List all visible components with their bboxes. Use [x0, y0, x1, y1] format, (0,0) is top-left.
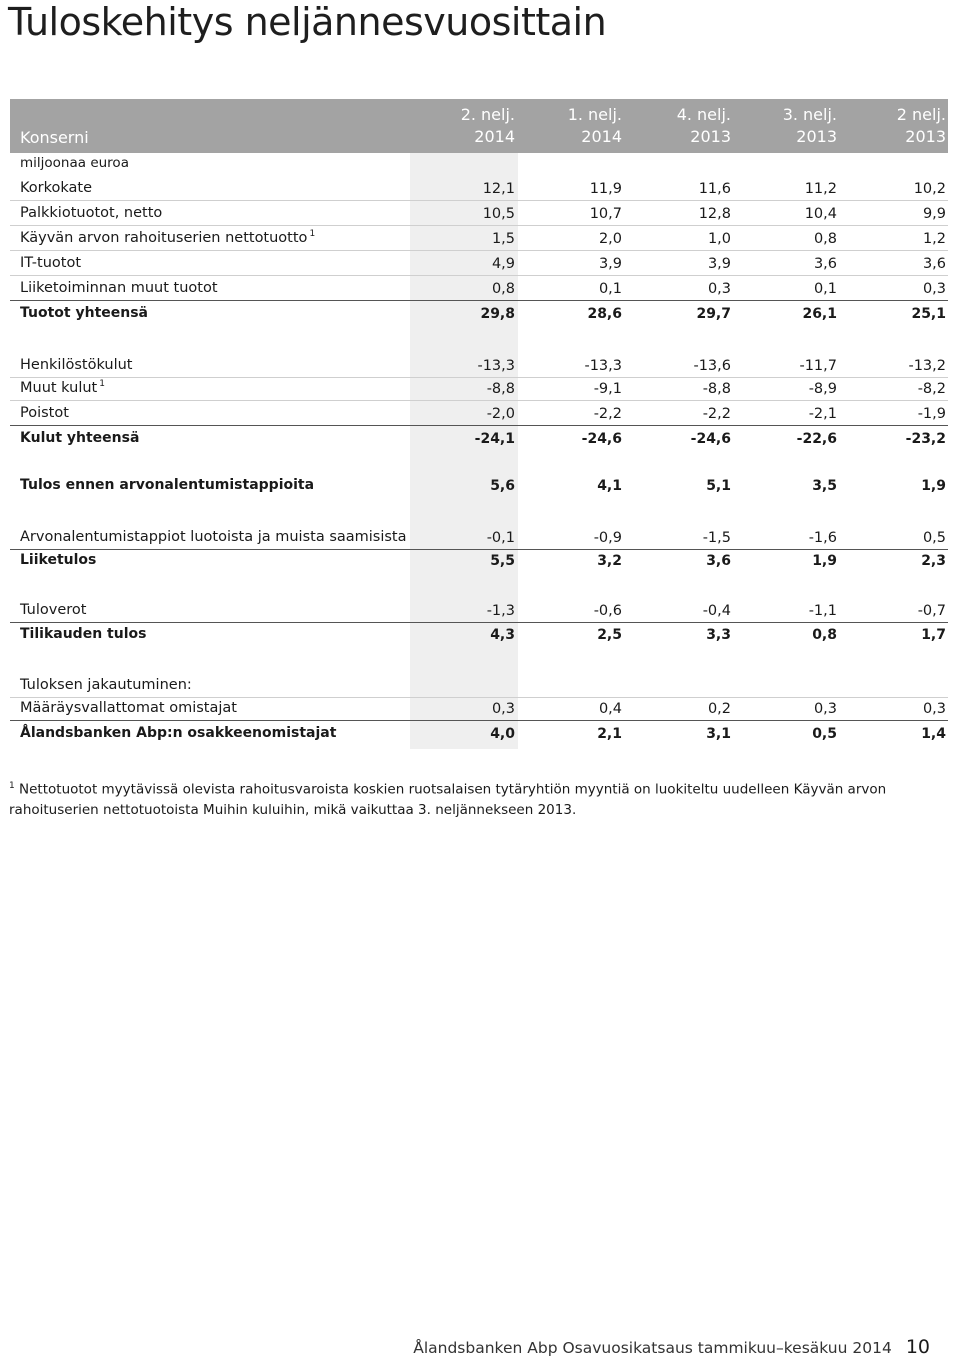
row-label-text: Poistot	[20, 405, 69, 421]
table-row	[10, 378, 948, 401]
table-cell: -24,6	[690, 431, 731, 447]
table-row	[10, 303, 948, 325]
table-cell: -0,1	[486, 530, 515, 546]
table-row	[10, 355, 948, 378]
table-row	[10, 178, 948, 201]
table-cell: -1,6	[808, 530, 837, 546]
row-label	[20, 529, 407, 545]
table-cell: -0,7	[917, 603, 946, 619]
table-row	[10, 527, 948, 550]
column-header-year: 2014	[474, 127, 515, 146]
column-header-period: 3. nelj.	[782, 105, 837, 124]
page-title: Tuloskehitys neljännesvuosittain	[8, 0, 607, 44]
table-cell: 0,3	[707, 281, 731, 297]
table-cell: -8,9	[808, 381, 837, 397]
table-row	[10, 723, 948, 745]
row-label-text: Muut kulut	[20, 380, 98, 396]
table-row	[10, 550, 948, 572]
table-row	[10, 403, 948, 426]
footnote	[9, 776, 939, 820]
row-label	[20, 405, 69, 421]
column-header	[846, 104, 946, 148]
row-label-text: Tuloksen jakautuminen:	[20, 677, 192, 693]
column-header-year: 2014	[581, 127, 622, 146]
row-label	[20, 602, 86, 618]
table-cell: -1,1	[808, 603, 837, 619]
footer-text: Ålandsbanken Abp Osavuosikatsaus tammikuu–kesäkuu 2014	[413, 1339, 892, 1357]
table-cell: 0,1	[813, 281, 837, 297]
row-label-text: Arvonalentumistappiot luotoista ja muista saamisista	[20, 529, 407, 545]
table-row	[10, 624, 948, 646]
table-cell: 0,3	[491, 701, 515, 717]
footnote-text: Nettotuotot myytävissä olevista rahoitusvaroista koskien ruotsalaisen tytäryhtiön myyntiä on luokiteltu uudelleen Käyvän arvon rahoituserien nettotuotoista Muihin kuluihin, mikä vaikuttaa 3. neljännekseen 2013.	[9, 781, 887, 818]
table-cell: -8,8	[486, 381, 515, 397]
table-row	[10, 698, 948, 721]
table-cell: -2,2	[593, 406, 622, 422]
table-cell: -13,6	[693, 358, 731, 374]
footnote-marker: 1	[9, 781, 15, 791]
table-cell: 0,8	[491, 281, 515, 297]
table-cell: 11,9	[589, 181, 622, 197]
table-cell: -2,1	[808, 406, 837, 422]
row-label-text: Tuotot yhteensä	[20, 305, 148, 321]
table-cell: -2,0	[486, 406, 515, 422]
table-cell: 1,2	[922, 231, 946, 247]
table-cell: -0,6	[593, 603, 622, 619]
row-label-text: Tilikauden tulos	[20, 626, 147, 642]
table-row	[10, 475, 948, 497]
row-label	[20, 430, 139, 446]
table-cell: -13,3	[477, 358, 515, 374]
table-cell: 3,6	[706, 553, 731, 569]
table-cell: 3,9	[598, 256, 622, 272]
table-cell: 3,9	[707, 256, 731, 272]
table-cell: 3,2	[597, 553, 622, 569]
table-cell: 2,5	[597, 627, 622, 643]
table-row	[10, 675, 948, 698]
table-cell: -13,2	[908, 358, 946, 374]
table-cell: 10,2	[913, 181, 946, 197]
table-cell: -9,1	[593, 381, 622, 397]
table-cell: 0,3	[922, 701, 946, 717]
row-label-text: Korkokate	[20, 180, 93, 196]
table-cell: -1,9	[917, 406, 946, 422]
table-cell: 4,9	[491, 256, 515, 272]
table-cell: -2,2	[702, 406, 731, 422]
table-cell: 2,0	[598, 231, 622, 247]
table-cell: 1,5	[491, 231, 515, 247]
table-row	[10, 428, 948, 450]
table-row	[10, 253, 948, 276]
table-cell: -24,6	[581, 431, 622, 447]
table-cell: 12,1	[482, 181, 515, 197]
table-cell: 3,1	[706, 726, 731, 742]
page-number: 10	[905, 1336, 930, 1358]
footnote-marker: 1	[309, 229, 316, 239]
table-cell: 5,1	[706, 478, 731, 494]
column-header-period: 4. nelj.	[676, 105, 731, 124]
table-cell: 5,5	[490, 553, 515, 569]
table-cell: 1,4	[921, 726, 946, 742]
table-row	[10, 228, 948, 251]
column-header-year: 2013	[905, 127, 946, 146]
row-label-text: Ålandsbanken Abp:n osakkeenomistajat	[20, 725, 337, 741]
row-label	[20, 305, 148, 321]
page-footer	[413, 1336, 930, 1358]
table-cell: 4,0	[490, 726, 515, 742]
row-label-text: Määräysvallattomat omistajat	[20, 700, 237, 716]
table-cell: 1,9	[921, 478, 946, 494]
row-label	[20, 477, 314, 493]
table-cell: -22,6	[796, 431, 837, 447]
table-cell: 0,2	[707, 701, 731, 717]
table-cell: 0,3	[922, 281, 946, 297]
row-label	[20, 380, 105, 396]
row-label	[20, 255, 81, 271]
row-label	[20, 357, 133, 373]
row-label	[20, 230, 315, 246]
row-label	[20, 180, 92, 196]
table-cell: 1,7	[921, 627, 946, 643]
table-cell: 29,8	[480, 306, 515, 322]
table-cell: 3,6	[813, 256, 837, 272]
column-header-period: 2 nelj.	[896, 105, 946, 124]
table-cell: -11,7	[799, 358, 837, 374]
row-label	[20, 677, 192, 693]
table-cell: 10,4	[804, 206, 837, 222]
table-cell: -13,3	[584, 358, 622, 374]
table-cell: 11,6	[698, 181, 731, 197]
table-cell: 10,5	[482, 206, 515, 222]
table-row	[10, 203, 948, 226]
table-cell: 3,5	[812, 478, 837, 494]
table-cell: -23,2	[905, 431, 946, 447]
row-label	[20, 205, 162, 221]
row-label-text: Liiketoiminnan muut tuotot	[20, 280, 218, 296]
table-cell: 29,7	[696, 306, 731, 322]
column-header-period: 2. nelj.	[460, 105, 515, 124]
table-cell: -1,3	[486, 603, 515, 619]
table-cell: -1,5	[702, 530, 731, 546]
table-cell: 5,6	[490, 478, 515, 494]
header-label: Konserni	[20, 128, 89, 147]
unit-label: miljoonaa euroa	[20, 155, 129, 171]
footnote-marker: 1	[99, 379, 105, 389]
table-row	[10, 278, 948, 301]
column-header	[415, 104, 515, 148]
row-label-text: Kulut yhteensä	[20, 430, 140, 446]
table-row	[10, 600, 948, 623]
table-cell: 0,5	[922, 530, 946, 546]
table-cell: 2,1	[597, 726, 622, 742]
table-cell: -8,8	[702, 381, 731, 397]
table-cell: 0,8	[812, 627, 837, 643]
table-cell: 9,9	[922, 206, 946, 222]
table-cell: 0,3	[813, 701, 837, 717]
row-label	[20, 552, 96, 568]
table-cell: 10,7	[589, 206, 622, 222]
row-label-text: Henkilöstökulut	[20, 357, 133, 373]
table-cell: 4,1	[597, 478, 622, 494]
table-cell: 12,8	[698, 206, 731, 222]
table-cell: 25,1	[911, 306, 946, 322]
row-label	[20, 700, 237, 716]
table-cell: 28,6	[587, 306, 622, 322]
table-cell: 1,9	[812, 553, 837, 569]
table-cell: 11,2	[804, 181, 837, 197]
row-label-text: Käyvän arvon rahoituserien nettotuotto	[20, 230, 308, 246]
table-cell: 4,3	[490, 627, 515, 643]
row-label	[20, 626, 146, 642]
column-header-period: 1. nelj.	[567, 105, 622, 124]
quarterly-results-table	[10, 99, 948, 749]
table-cell: 2,3	[921, 553, 946, 569]
table-cell: -24,1	[474, 431, 515, 447]
column-header-year: 2013	[690, 127, 731, 146]
table-cell: 0,1	[598, 281, 622, 297]
row-label-text: Tulos ennen arvonalentumistappioita	[20, 477, 315, 493]
row-label	[20, 280, 218, 296]
row-label	[20, 725, 336, 741]
table-cell: -0,9	[593, 530, 622, 546]
row-label-text: Liiketulos	[20, 552, 97, 568]
table-cell: 26,1	[802, 306, 837, 322]
table-cell: 3,3	[706, 627, 731, 643]
table-cell: -0,4	[702, 603, 731, 619]
row-label-text: Tuloverot	[20, 602, 87, 618]
table-cell: -8,2	[917, 381, 946, 397]
table-cell: 3,6	[922, 256, 946, 272]
column-header	[631, 104, 731, 148]
table-cell: 1,0	[707, 231, 731, 247]
table-cell: 0,5	[812, 726, 837, 742]
table-cell: 0,4	[598, 701, 622, 717]
row-label-text: IT-tuotot	[20, 255, 82, 271]
row-label-text: Palkkiotuotot, netto	[20, 205, 163, 221]
column-header	[522, 104, 622, 148]
column-header	[737, 104, 837, 148]
column-header-year: 2013	[796, 127, 837, 146]
table-cell: 0,8	[813, 231, 837, 247]
